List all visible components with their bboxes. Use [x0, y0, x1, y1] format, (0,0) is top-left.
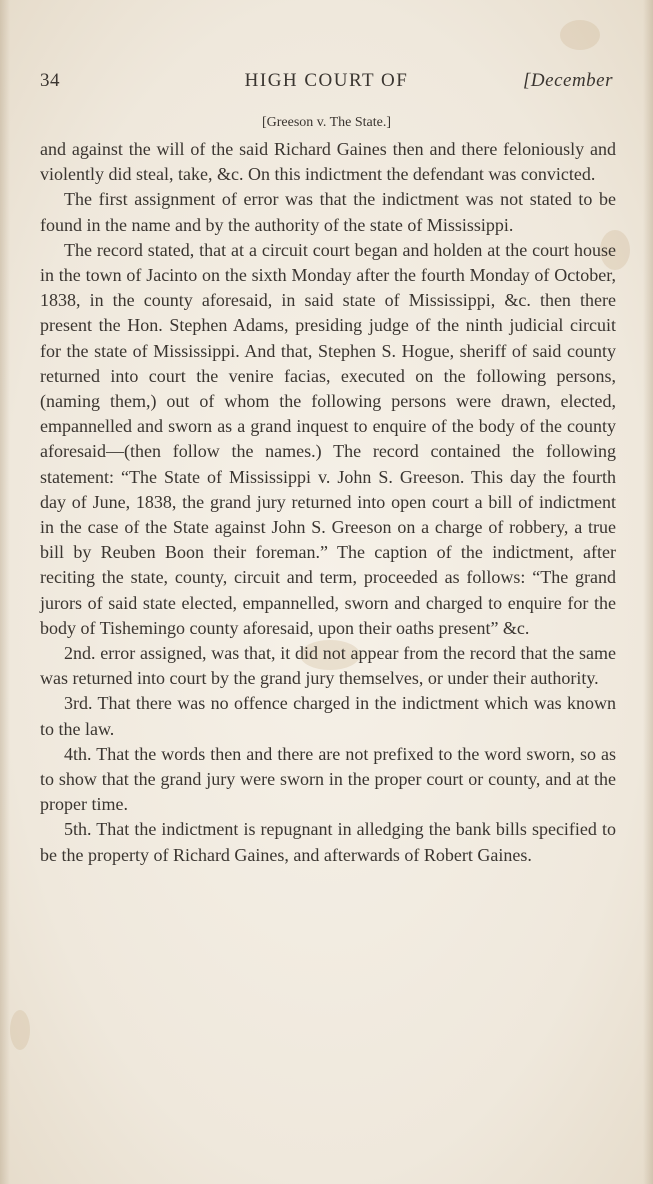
paragraph: 2nd. error assigned, was that, it did not appear from the record that the same was returned into court by the grand jury themselves, or under their authority.	[40, 643, 616, 689]
paragraph: The first assignment of error was that the indictment was not stated to be found in the name and by the authority of the state of Mississippi.	[40, 189, 616, 235]
case-caption-text: [Greeson v. The State.]	[261, 115, 392, 130]
paper-stain	[560, 20, 600, 50]
page-header	[40, 70, 613, 100]
page-edge-right	[643, 0, 653, 1184]
case-caption	[0, 115, 653, 131]
term-label: [December	[523, 70, 613, 91]
paragraph: 3rd. That there was no offence charged in the indictment which was known to the law.	[40, 693, 616, 739]
running-head: HIGH COURT OF	[244, 70, 409, 91]
body-text	[40, 137, 616, 868]
paragraph: 4th. That the words then and there are not prefixed to the word sworn, so as to show that the grand jury were sworn in the proper court or county, and at the proper time.	[40, 743, 616, 815]
paragraph: and against the will of the said Richard Gaines then and there feloniously and violently did steal, take, &c. On this indictment the defendant was convicted.	[40, 139, 616, 185]
paragraph: 5th. That the indictment is repugnant in alledging the bank bills specified to be the property of Richard Gaines, and afterwards of Robert Gaines.	[40, 819, 616, 865]
page-edge-left	[0, 0, 10, 1184]
paper-stain	[10, 1010, 30, 1050]
page-number: 34	[40, 70, 60, 91]
paragraph: The record stated, that at a circuit court began and holden at the court house in the town of Jacinto on the sixth Monday after the fourth Monday of October, 1838, in the county aforesaid, in said state of Mississippi, &c. then there present the Hon. Stephen Adams, presiding judge of the ninth judicial circuit for the state of Mississippi. And that, Stephen S. Hogue, sheriff of said county returned into court the venire facias, executed on the following persons, (naming them,) out of whom the following persons were drawn, elected, empannelled and sworn as a grand inquest to enquire of the body of the county aforesaid—(then follow the names.) The record contained the following statement: “The State of Mississippi v. John S. Greeson. This day the fourth day of June, 1838, the grand jury returned into open court a bill of indictment in the case of the State against John S. Greeson on a charge of robbery, a true bill by Reuben Boon their foreman.” The caption of the indictment, after reciting the state, county, circuit and term, proceeded as follows: “The grand jurors of said state elected, empannelled, sworn and charged to enquire for the body of Tishemingo county aforesaid, upon their oaths present” &c.	[40, 239, 616, 638]
